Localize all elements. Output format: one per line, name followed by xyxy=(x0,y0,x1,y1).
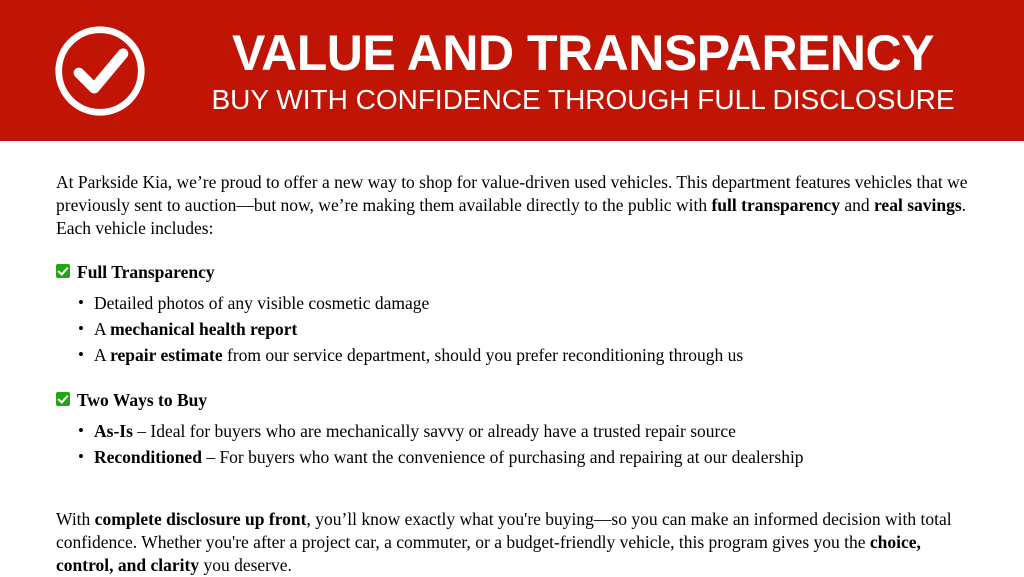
closing-text-3: you deserve. xyxy=(199,555,292,575)
list-item-text: – Ideal for buyers who are mechanically savvy or already have a trusted repair source xyxy=(132,421,736,441)
list-item xyxy=(78,290,968,316)
page-title: VALUE AND TRANSPARENCY xyxy=(232,24,934,81)
section-two-ways-to-buy xyxy=(56,389,968,470)
document-body xyxy=(0,141,1024,577)
header-banner xyxy=(0,0,1024,141)
intro-text-1: At Parkside Kia, we’re proud to offer a new way to shop for value-driven used vehicles. This department features vehicles that we previously sent to auction—but now, we’re making them available directly to the public with xyxy=(56,172,968,215)
list-item xyxy=(78,418,968,444)
buy-options-list xyxy=(56,418,968,470)
list-item-text: Detailed photos of any visible cosmetic damage xyxy=(94,293,430,313)
intro-text-2: and xyxy=(839,195,874,215)
intro-bold-1: full transparency xyxy=(711,195,840,215)
page-subtitle: BUY WITH CONFIDENCE THROUGH FULL DISCLOSURE xyxy=(211,83,955,115)
closing-text-2: , you’ll know exactly what you're buying—so you can make an informed decision with total confidence. Whether you're after a project car, a commuter, or a budget-friendly vehicle, this program gives you the xyxy=(56,509,952,552)
list-item-text: – For buyers who want the convenience of purchasing and repairing at our dealership xyxy=(201,447,804,467)
intro-text-3: . Each vehicle includes: xyxy=(56,195,967,238)
green-check-icon xyxy=(56,264,70,278)
closing-text-1: With xyxy=(56,509,95,529)
list-item xyxy=(78,342,968,368)
list-item-bold: As-Is xyxy=(94,421,133,441)
list-item-prefix: A xyxy=(94,345,111,365)
section-heading xyxy=(56,389,968,411)
banner-text-group xyxy=(170,25,1024,117)
list-item xyxy=(78,316,968,342)
check-circle-icon xyxy=(52,23,148,119)
list-item-text: from our service department, should you prefer reconditioning through us xyxy=(222,345,744,365)
list-item-prefix: A xyxy=(94,319,111,339)
section-heading-label: Two Ways to Buy xyxy=(77,390,208,410)
closing-paragraph xyxy=(56,508,968,577)
list-item-bold: mechanical health report xyxy=(110,319,298,339)
green-check-icon xyxy=(56,392,70,406)
list-item-bold: Reconditioned xyxy=(94,447,202,467)
intro-paragraph xyxy=(56,171,968,240)
closing-bold-2: choice, control, and clarity xyxy=(56,532,921,575)
intro-bold-2: real savings xyxy=(873,195,962,215)
list-item xyxy=(78,444,968,470)
transparency-list xyxy=(56,290,968,368)
section-heading-label: Full Transparency xyxy=(77,262,215,282)
closing-bold-1: complete disclosure up front xyxy=(94,509,307,529)
list-item-bold: repair estimate xyxy=(110,345,223,365)
section-heading xyxy=(56,261,968,283)
section-full-transparency xyxy=(56,261,968,368)
